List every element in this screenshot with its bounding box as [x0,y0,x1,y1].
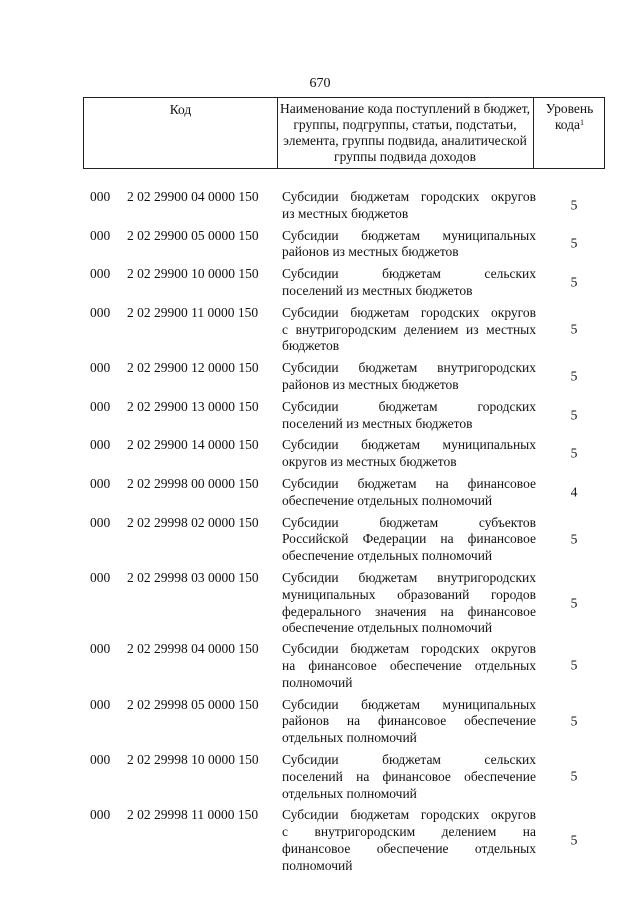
revenue-code: 2 02 29900 10 0000 150 [127,266,259,282]
code-level: 4 [570,484,578,500]
code-level: 5 [570,274,578,290]
revenue-name-line: Субсидии бюджетам городских округов [282,189,536,204]
header-name-cell [277,98,534,168]
revenue-name [282,641,536,691]
revenue-name-line: полномочий [282,857,353,873]
revenue-code: 2 02 29900 11 0000 150 [127,304,259,320]
admin-code: 000 [90,696,111,712]
revenue-name [282,360,536,394]
revenue-code: 2 02 29998 03 0000 150 [127,569,259,585]
revenue-name-line: на финансовое обеспечение отдельных [282,657,536,673]
revenue-name [282,515,536,565]
code-level: 5 [570,713,578,729]
admin-code: 000 [90,360,111,376]
revenue-name-line: из местных бюджетов [282,205,409,221]
table-row [0,189,640,223]
table-row [0,641,640,691]
admin-code: 000 [90,807,111,823]
admin-code: 000 [90,266,111,282]
revenue-name [282,437,536,471]
revenue-code: 2 02 29900 05 0000 150 [127,227,259,243]
revenue-name-line: обеспечение отдельных полномочий [282,492,493,508]
revenue-name [282,266,536,300]
table-row [0,476,640,510]
admin-code: 000 [90,304,111,320]
header-level-footnote: 1 [580,118,585,127]
table-row [0,437,640,471]
revenue-name-line: Субсидии бюджетам внутригородских [282,569,536,585]
code-level: 5 [570,595,578,611]
revenue-name-line: районов из местных бюджетов [282,376,459,392]
revenue-name-line: Субсидии бюджетам сельских [282,751,536,767]
revenue-name [282,476,536,510]
code-level: 5 [570,407,578,423]
revenue-name-line: Субсидии бюджетам субъектов [282,514,536,530]
table-row [0,360,640,394]
header-name-label: Наименование кода поступлений в бюджет, группы, подгруппы, статьи, подстатьи, элемента, группы подвида, аналитической группы подвида доходов [279,101,530,164]
admin-code: 000 [90,751,111,767]
revenue-name-line: отдельных полномочий [282,785,417,801]
table-row [0,399,640,433]
revenue-name [282,752,536,802]
revenue-name-line: с внутригородским делением из местных [282,321,536,337]
code-level: 5 [570,197,578,213]
revenue-name [282,228,536,262]
code-level: 5 [570,657,578,673]
revenue-name-line: поселений из местных бюджетов [282,415,473,431]
revenue-name [282,399,536,433]
table-row [0,697,640,747]
revenue-code: 2 02 29900 13 0000 150 [127,398,259,414]
table-header [83,97,605,169]
revenue-code: 2 02 29900 14 0000 150 [127,437,259,453]
revenue-name-line: Субсидии бюджетам сельских [282,266,536,282]
revenue-code: 2 02 29998 10 0000 150 [127,751,259,767]
admin-code: 000 [90,475,111,491]
admin-code: 000 [90,514,111,530]
revenue-name-line: Субсидии бюджетам городских [282,398,536,414]
header-level-label: Уровень кода [545,101,594,132]
revenue-code: 2 02 29998 00 0000 150 [127,475,259,491]
revenue-name-line: районов на финансовое обеспечение [282,713,536,729]
page-number: 670 [309,76,331,91]
revenue-name-line: федерального значения на финансовое [282,603,536,619]
table-row [0,752,640,802]
revenue-name [282,570,536,637]
table-row [0,570,640,637]
header-code-label: Код [169,102,192,117]
revenue-name-line: районов из местных бюджетов [282,244,459,260]
revenue-name-line: Российской Федерации на финансовое [282,531,536,547]
revenue-name-line: поселений на финансовое обеспечение [282,768,536,784]
revenue-name-line: с внутригородским делением на [282,824,536,840]
code-level: 5 [570,531,578,547]
revenue-code: 2 02 29900 12 0000 150 [127,360,259,376]
revenue-code: 2 02 29998 05 0000 150 [127,696,259,712]
admin-code: 000 [90,189,111,204]
revenue-name-line: бюджетов [282,338,340,354]
code-level: 5 [570,445,578,461]
admin-code: 000 [90,569,111,585]
revenue-name-line: обеспечение отдельных полномочий [282,548,493,564]
table-row [0,228,640,262]
revenue-name-line: финансовое обеспечение отдельных [282,840,536,856]
table-row [0,807,640,874]
admin-code: 000 [90,641,111,657]
revenue-code: 2 02 29900 04 0000 150 [127,189,259,204]
revenue-name-line: округов из местных бюджетов [282,454,457,470]
revenue-name-line: Субсидии бюджетам на финансовое [282,475,536,491]
revenue-name-line: Субсидии бюджетам муниципальных [282,227,536,243]
table-row [0,305,640,355]
revenue-name [282,807,536,874]
table-row [0,266,640,300]
code-level: 5 [570,321,578,337]
code-level: 5 [570,768,578,784]
revenue-code: 2 02 29998 04 0000 150 [127,641,259,657]
revenue-name-line: отдельных полномочий [282,730,417,746]
table-body [0,184,640,874]
code-level: 5 [570,235,578,251]
revenue-name-line: полномочий [282,674,353,690]
revenue-name-line: Субсидии бюджетам городских округов [282,641,536,657]
revenue-name-line: муниципальных образований городов [282,586,536,602]
revenue-name-line: обеспечение отдельных полномочий [282,620,493,636]
revenue-name-line: Субсидии бюджетам муниципальных [282,437,536,453]
table-row [0,515,640,565]
revenue-code: 2 02 29998 11 0000 150 [127,807,259,823]
admin-code: 000 [90,398,111,414]
code-level: 5 [570,368,578,384]
revenue-name-line: Субсидии бюджетам городских округов [282,304,536,320]
revenue-name-line: Субсидии бюджетам муниципальных [282,696,536,712]
revenue-name [282,189,536,223]
revenue-code: 2 02 29998 02 0000 150 [127,514,259,530]
admin-code: 000 [90,227,111,243]
header-level-cell [535,98,605,168]
revenue-name-line: Субсидии бюджетам внутригородских [282,360,536,376]
admin-code: 000 [90,437,111,453]
header-code-cell [83,98,278,168]
revenue-name [282,305,536,355]
code-level: 5 [570,832,578,848]
revenue-name [282,697,536,747]
revenue-name-line: поселений из местных бюджетов [282,282,473,298]
revenue-name-line: Субсидии бюджетам городских округов [282,807,536,823]
